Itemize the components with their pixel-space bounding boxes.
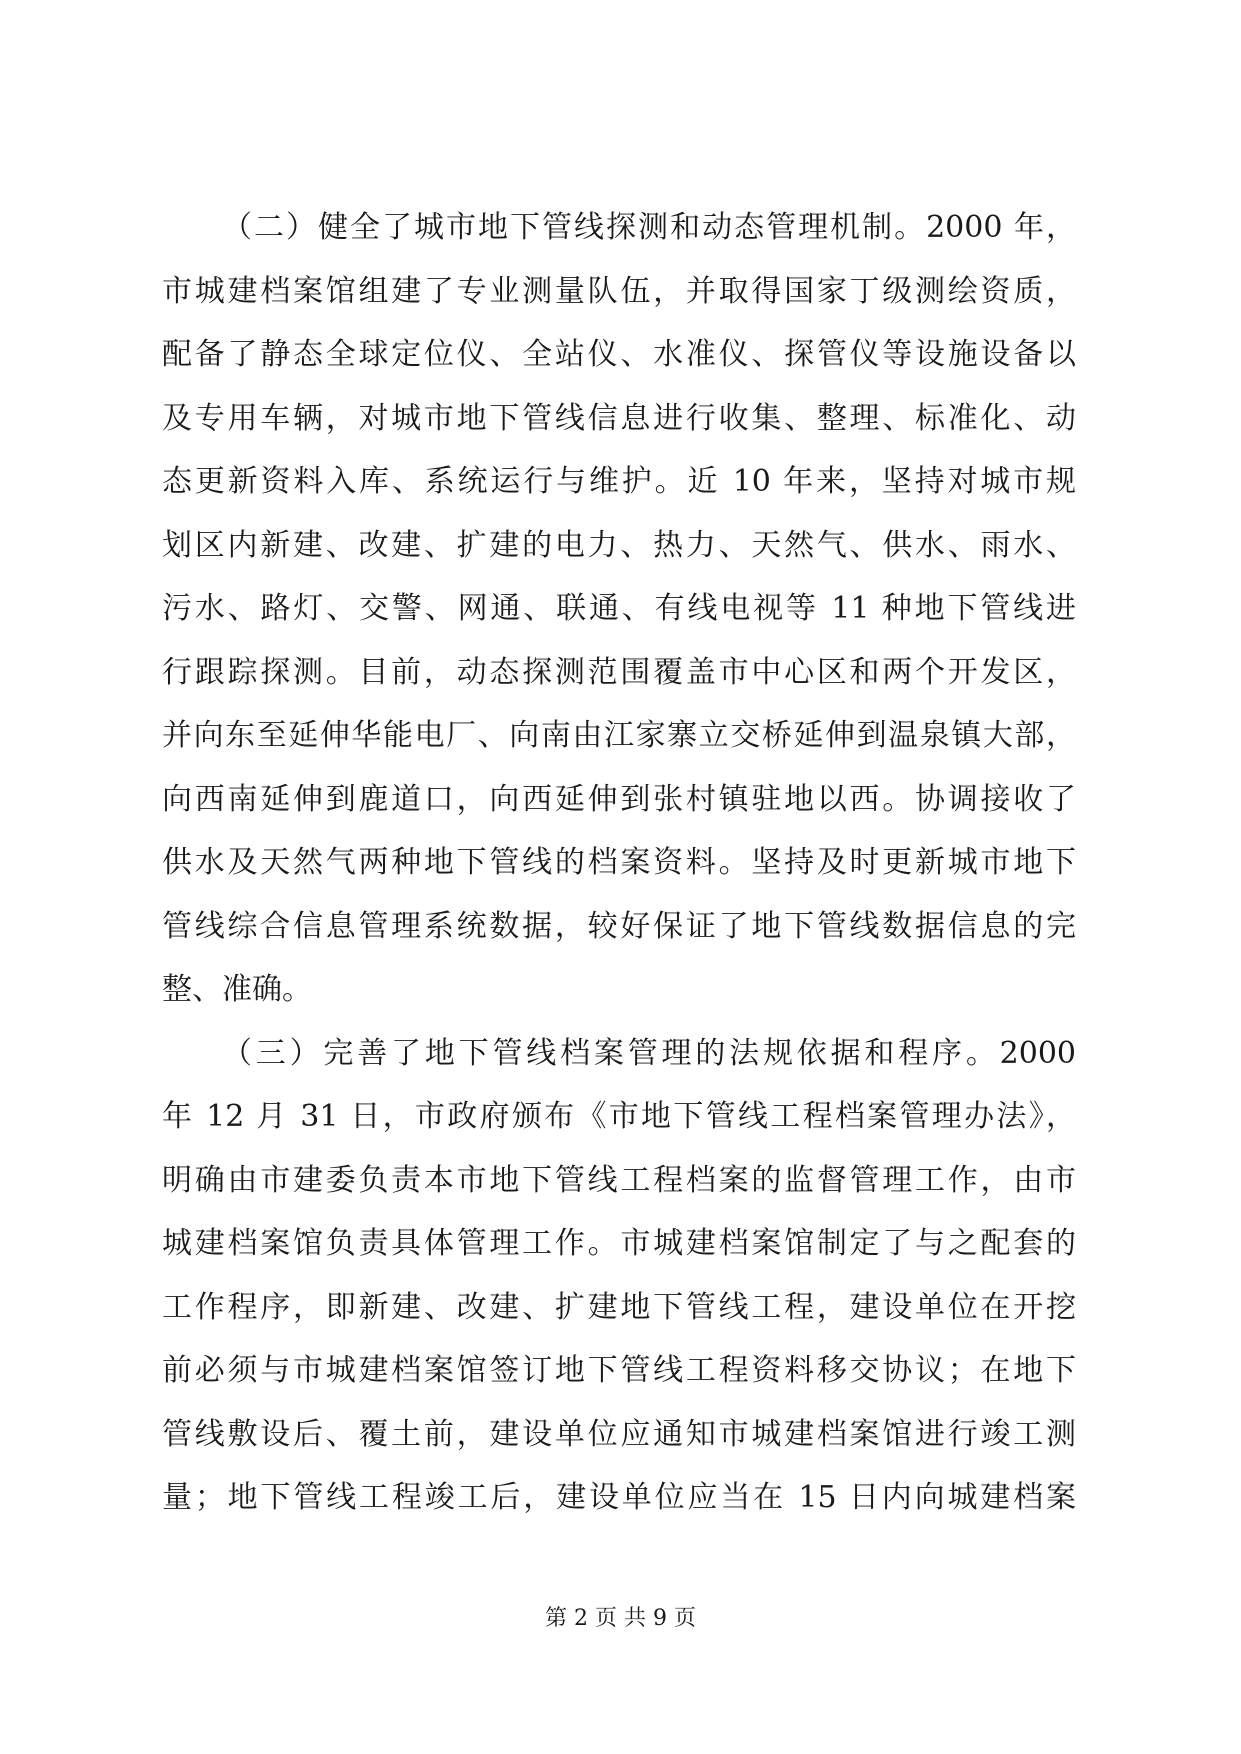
text-line: （三）完善了地下管线档案管理的法规依据和程序。2000 [222,1035,1076,1071]
text-line: 整、准确。 [162,972,312,1007]
text-line: 量；地下管线工程竣工后，建设单位应当在 15 日内向城建档案 [162,1480,1076,1515]
text-line: 市城建档案馆组建了专业测量队伍，并取得国家丁级测绘资质， [162,273,1076,309]
text-line: 行跟踪探测。目前，动态探测范围覆盖市中心区和两个开发区， [162,654,1076,690]
text-line: 污水、路灯、交警、网通、联通、有线电视等 11 种地下管线进 [162,591,1076,626]
text-line: 并向东至延伸华能电厂、向南由江家寨立交桥延伸到温泉镇大部， [162,718,1076,753]
paragraph-section-three [162,1022,1076,1530]
text-line: （二）健全了城市地下管线探测和动态管理机制。2000 年， [222,210,1076,245]
text-line: 向西南延伸到鹿道口，向西延伸到张村镇驻地以西。协调接收了 [162,781,1076,817]
page-number-label: 第 2 页 共 9 页 [545,1606,696,1631]
text-line: 管线综合信息管理系统数据，较好保证了地下管线数据信息的完 [162,908,1076,944]
text-line: 划区内新建、改建、扩建的电力、热力、天然气、供水、雨水、 [162,527,1076,563]
text-line: 管线敷设后、覆土前，建设单位应通知市城建档案馆进行竣工测 [162,1416,1076,1452]
text-line: 前必须与市城建档案馆签订地下管线工程资料移交协议；在地下 [162,1353,1076,1388]
text-line: 态更新资料入库、系统运行与维护。近 10 年来，坚持对城市规 [162,464,1076,499]
text-line: 城建档案馆负责具体管理工作。市城建档案馆制定了与之配套的 [162,1226,1076,1261]
body-text [162,196,1076,1530]
text-line: 及专用车辆，对城市地下管线信息进行收集、整理、标准化、动 [162,400,1076,436]
text-line: 工作程序，即新建、改建、扩建地下管线工程，建设单位在开挖 [162,1289,1076,1325]
paragraph-section-two [162,196,1076,1022]
page-footer [0,1604,1241,1634]
text-line: 配备了静态全球定位仪、全站仪、水准仪、探管仪等设施设备以 [162,337,1076,372]
text-line: 年 12 月 31 日，市政府颁布《市地下管线工程档案管理办法》， [162,1099,1076,1134]
text-line: 供水及天然气两种地下管线的档案资料。坚持及时更新城市地下 [162,845,1076,880]
text-line: 明确由市建委负责本市地下管线工程档案的监督管理工作，由市 [162,1162,1076,1198]
